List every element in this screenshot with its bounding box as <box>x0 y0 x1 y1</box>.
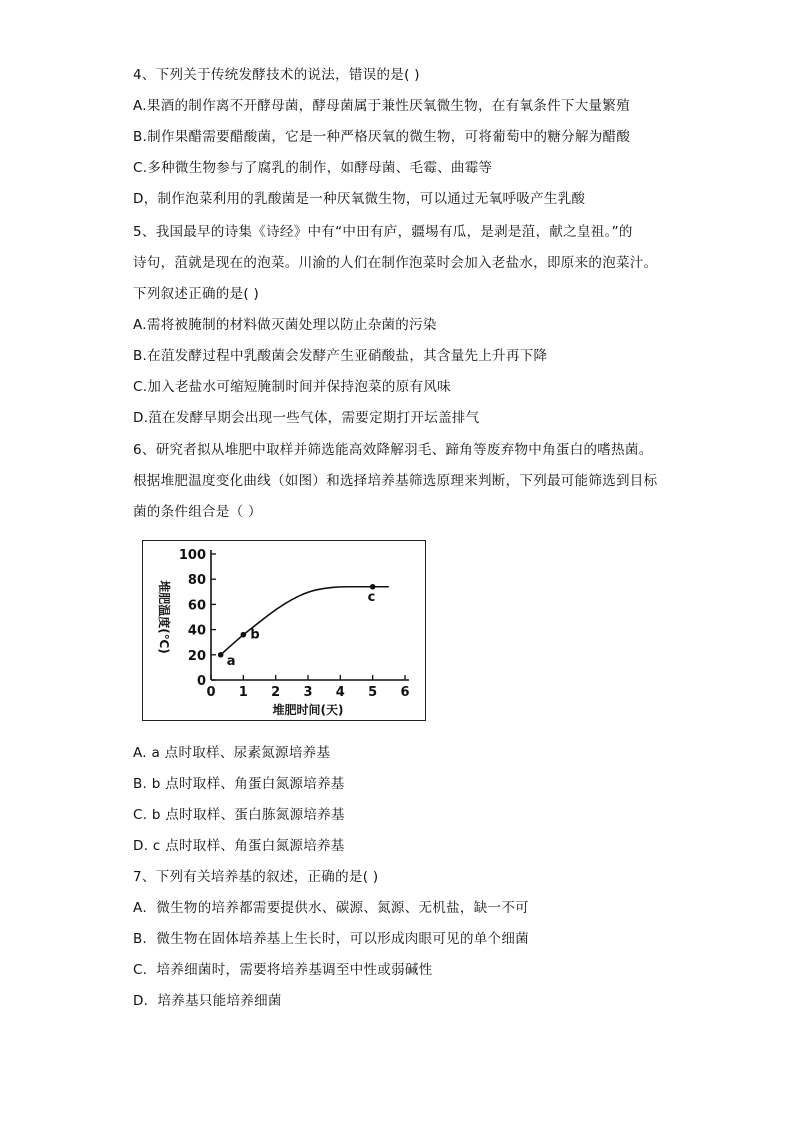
y-tick-label: 80 <box>187 573 206 589</box>
q6-stem-line-2: 根据堆肥温度变化曲线（如图）和选择培养基筛选原理来判断，下列最可能筛选到目标 <box>133 473 658 489</box>
temperature-curve <box>221 587 389 655</box>
q5-stem-line-1: 5、我国最早的诗集《诗经》中有“中田有庐，疆埸有瓜，是剥是菹，献之皇祖。”的 <box>133 224 633 240</box>
y-tick-label: 40 <box>187 623 206 639</box>
y-axis-label: 堆肥温度(℃) <box>157 580 171 654</box>
point-label-c: c <box>367 589 376 605</box>
q5-option-c: C.加入老盐水可缩短腌制时间并保持泡菜的原有风味 <box>133 379 451 395</box>
chart-axes <box>211 550 409 680</box>
point-label-a: a <box>226 653 236 669</box>
q6-option-b: B. b 点时取样、角蛋白氮源培养基 <box>133 776 345 792</box>
q5-option-b: B.在菹发酵过程中乳酸菌会发酵产生亚硝酸盐，其含量先上升再下降 <box>133 348 548 364</box>
x-tick-label: 5 <box>368 685 378 700</box>
q4-stem: 4、下列关于传统发酵技术的说法，错误的是( ) <box>133 67 420 83</box>
q5-option-d: D.菹在发酵早期会出现一些气体，需要定期打开坛盖排气 <box>133 410 480 426</box>
q7-option-c: C．培养细菌时，需要将培养基调至中性或弱碱性 <box>133 962 433 978</box>
x-tick-label: 6 <box>400 685 410 700</box>
x-tick-label: 4 <box>335 685 345 700</box>
q6-option-d: D. c 点时取样、角蛋白氮源培养基 <box>133 838 345 854</box>
x-tick-label: 3 <box>303 685 313 700</box>
q6-option-c: C. b 点时取样、蛋白胨氮源培养基 <box>133 807 345 823</box>
q5-stem-line-3: 下列叙述正确的是( ) <box>133 286 260 302</box>
q5-option-a: A.需将被腌制的材料做灭菌处理以防止杂菌的污染 <box>133 317 437 333</box>
q5-stem-line-2: 诗句，菹就是现在的泡菜。川渝的人们在制作泡菜时会加入老盐水，即原来的泡菜汁。 <box>133 255 658 271</box>
q7-option-b: B．微生物在固体培养基上生长时，可以形成肉眼可见的单个细菌 <box>133 931 529 947</box>
point-a <box>218 652 224 658</box>
q7-stem: 7、下列有关培养基的叙述，正确的是( ) <box>133 869 379 885</box>
compost-temperature-figure <box>142 540 426 721</box>
chart-ticks <box>179 548 410 700</box>
y-tick-label: 60 <box>187 598 206 614</box>
q4-option-c: C.多种微生物参与了腐乳的制作，如酵母菌、毛霉、曲霉等 <box>133 160 493 176</box>
q6-option-a: A. a 点时取样、尿素氮源培养基 <box>133 745 331 761</box>
x-tick-label: 0 <box>206 685 216 700</box>
q4-option-b: B.制作果醋需要醋酸菌，它是一种严格厌氧的微生物，可将葡萄中的糖分解为醋酸 <box>133 129 631 145</box>
q4-option-a: A.果酒的制作离不开酵母菌，酵母菌属于兼性厌氧微生物，在有氧条件下大量繁殖 <box>133 98 630 114</box>
y-tick-label: 100 <box>178 548 206 563</box>
y-tick-label: 0 <box>196 674 206 689</box>
y-tick-label: 20 <box>187 648 206 664</box>
point-b <box>241 632 247 638</box>
point-c <box>370 584 376 590</box>
q6-stem-line-1: 6、研究者拟从堆肥中取样并筛选能高效降解羽毛、蹄角等废弃物中角蛋白的嗜热菌。 <box>133 442 653 458</box>
point-label-b: b <box>250 627 260 643</box>
q7-option-a: A．微生物的培养都需要提供水、碳源、氮源、无机盐，缺一不可 <box>133 900 529 916</box>
q7-option-d: D．培养基只能培养细菌 <box>133 993 282 1009</box>
x-axis-label: 堆肥时间(天) <box>272 703 344 717</box>
q4-option-d: D，制作泡菜利用的乳酸菌是一种厌氧微生物，可以通过无氧呼吸产生乳酸 <box>133 191 586 207</box>
x-tick-label: 1 <box>238 685 248 700</box>
x-tick-label: 2 <box>271 685 281 700</box>
q6-stem-line-3: 菌的条件组合是（ ） <box>133 504 262 520</box>
compost-temperature-chart <box>143 541 425 720</box>
